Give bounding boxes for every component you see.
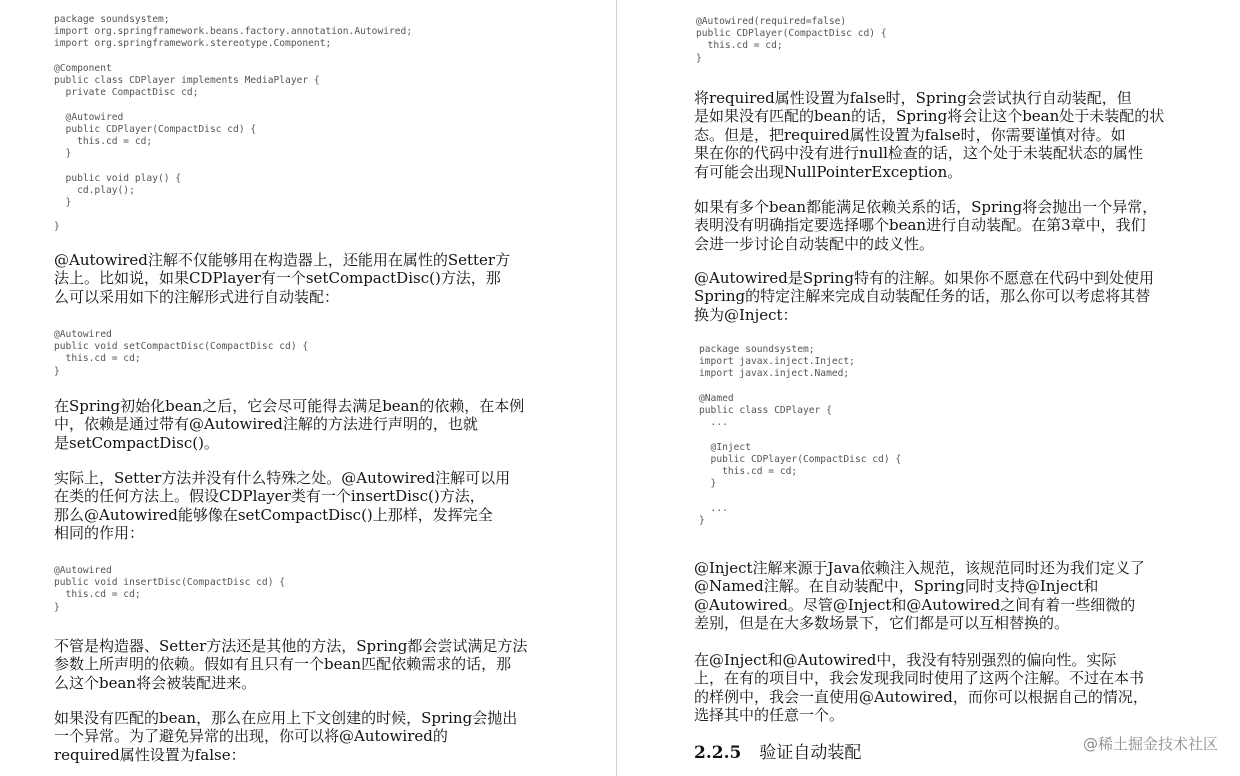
text-line: Spring的特定注解来完成自动装配任务的话，那么你可以考虑将其替 [694, 287, 1151, 306]
text-line: 实际上，Setter方法并没有什么特殊之处。@Autowired注解可以用 [54, 469, 511, 487]
text-line: @Autowired。尽管@Inject和@Autowired之间有着一些细微的 [694, 595, 1136, 614]
paragraph-no-matching-bean [54, 709, 517, 764]
text-line: 换为@Inject： [694, 305, 798, 324]
text-line: 态。但是，把required属性设置为false时，你需要谨慎对待。如 [694, 125, 1126, 144]
text-line: required属性设置为false： [54, 745, 246, 764]
text-line: 有可能会出现NullPointerException。 [694, 162, 963, 181]
text-line: 表明没有明确指定要选择哪个bean进行自动装配。在第3章中，我们 [694, 216, 1146, 235]
paragraph-setter-not-special [54, 469, 510, 543]
code-block-set-compact-disc: @Autowired public void setCompactDisc(CompactDisc cd) { this.cd = cd; } [54, 329, 309, 377]
text-line: 的样例中，我会一直使用@Autowired，而你可以根据自己的情况， [694, 687, 1148, 706]
text-line: 参数上所声明的依赖。假如有且只有一个bean匹配依赖需求的话，那 [54, 655, 512, 674]
paragraph-no-preference [694, 651, 1148, 725]
section-number: 2.2.5 [694, 743, 742, 763]
paragraph-spring-init-bean [54, 397, 524, 452]
section-heading [694, 742, 861, 764]
watermark: @稀土掘金技术社区 [1082, 735, 1218, 753]
text-line: 在类的任何方法上。假设CDPlayer类有一个insertDisc()方法， [54, 487, 485, 506]
text-line: 选择其中的任意一个。 [694, 706, 845, 725]
text-line: 法上。比如说，如果CDPlayer有一个setCompactDisc()方法，那 [54, 269, 501, 288]
text-line: 将required属性设置为false时，Spring会尝试执行自动装配，但 [694, 89, 1132, 107]
text-line: 一个异常。为了避免异常的出现，你可以将@Autowired的 [54, 727, 448, 746]
paragraph-required-false [694, 89, 1164, 181]
paragraph-multiple-beans [694, 198, 1157, 253]
text-line: 差别，但是在大多数场景下，它们都是可以互相替换的。 [694, 614, 1070, 633]
text-line: 上，在有的项目中，我会发现我同时使用了这两个注解。不过在本书 [694, 669, 1145, 688]
paragraph-autowired-spring-specific [694, 269, 1154, 324]
text-line: 那么@Autowired能够像在setCompactDisc()上那样，发挥完全 [54, 505, 493, 524]
text-line: 在Spring初始化bean之后，它会尽可能得去满足bean的依赖，在本例 [54, 397, 525, 415]
code-block-insert-disc: @Autowired public void insertDisc(CompactDisc cd) { this.cd = cd; } [54, 565, 286, 613]
text-line: 么可以采用如下的注解形式进行自动装配： [54, 287, 340, 306]
page-divider [616, 0, 617, 776]
left-page [0, 0, 616, 776]
text-line: 会进一步讨论自动装配中的歧义性。 [694, 234, 935, 253]
text-line: 相同的作用： [54, 524, 145, 543]
code-block-cdplayer-component: package soundsystem; import org.springframework.beans.factory.annotation.Autowired; import org.springframework.stereotype.Component; @Component public class CDPlayer implements MediaPlayer { private CompactDisc cd; @Autowired public CDPlayer(CompactDisc cd) { this.cd = cd; } public void play() { cd.play(); } } [54, 14, 413, 233]
text-line: 如果没有匹配的bean，那么在应用上下文创建的时候，Spring会抛出 [54, 709, 518, 727]
text-line: 在@Inject和@Autowired中，我没有特别强烈的偏向性。实际 [694, 651, 1117, 669]
text-line: @Named注解。在自动装配中，Spring同时支持@Inject和 [694, 577, 1099, 596]
paragraph-autowired-setter [54, 251, 510, 306]
text-line: @Inject注解来源于Java依赖注入规范，该规范同时还为我们定义了 [694, 559, 1145, 577]
code-block-autowired-required-false: @Autowired(required=false) public CDPlayer(CompactDisc cd) { this.cd = cd; } [696, 16, 887, 64]
section-title: 验证自动装配 [759, 743, 862, 763]
text-line: 是setCompactDisc()。 [54, 433, 219, 452]
paragraph-inject-origin [694, 559, 1145, 633]
text-line: @Autowired注解不仅能够用在构造器上，还能用在属性的Setter方 [54, 251, 511, 269]
text-line: @Autowired是Spring特有的注解。如果你不愿意在代码中到处使用 [694, 269, 1154, 287]
code-block-cdplayer-inject: package soundsystem; import javax.inject.Inject; import javax.inject.Named; @Named public class CDPlayer { ... @Inject public CDPlayer(CompactDisc cd) { this.cd = cd; } ... } [699, 344, 902, 526]
text-line: 么这个bean将会被装配进来。 [54, 673, 257, 692]
text-line: 中，依赖是通过带有@Autowired注解的方法进行声明的，也就 [54, 415, 478, 434]
text-line: 果在你的代码中没有进行null检查的话，这个处于未装配状态的属性 [694, 144, 1143, 163]
text-line: 如果有多个bean都能满足依赖关系的话，Spring将会抛出一个异常， [694, 198, 1158, 216]
right-page [620, 0, 1240, 776]
text-line: 不管是构造器、Setter方法还是其他的方法，Spring都会尝试满足方法 [54, 637, 528, 655]
paragraph-constructor-setter-methods [54, 637, 527, 692]
text-line: 是如果没有匹配的bean的话，Spring将会让这个bean处于未装配的状 [694, 107, 1165, 126]
